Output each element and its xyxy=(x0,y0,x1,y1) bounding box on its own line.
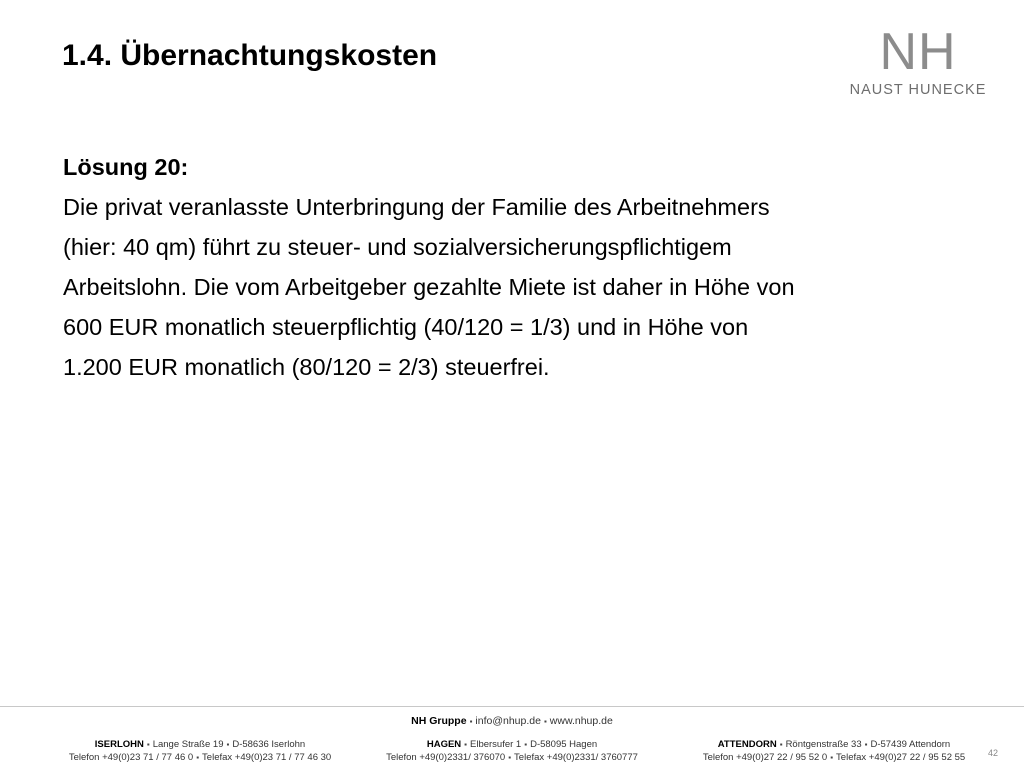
office-city: ISERLOHN xyxy=(94,739,144,750)
office-attendorn xyxy=(686,738,982,764)
office-phone-line: Telefon +49(0)23 71 / 77 46 0 ▪ Telefax +49(0)23 71 / 77 46 30 xyxy=(68,752,332,763)
office-postal: D-57439 Attendorn xyxy=(870,739,951,750)
office-phone: Telefon +49(0)2331/ 376070 xyxy=(386,752,506,763)
office-phone-line: Telefon +49(0)27 22 / 95 52 0 ▪ Telefax +49(0)27 22 / 95 52 55 xyxy=(702,752,966,763)
office-street: Elbersufer 1 xyxy=(470,739,522,750)
office-postal: D-58095 Hagen xyxy=(530,739,598,750)
office-street: Lange Straße 19 xyxy=(152,739,224,750)
footer-separator: ▪ xyxy=(543,717,547,726)
office-hagen xyxy=(364,738,660,764)
office-iserlohn xyxy=(52,738,348,764)
solution-line: Die privat veranlasste Unterbringung der Familie des Arbeitnehmers xyxy=(63,194,770,220)
office-fax: Telefax +49(0)27 22 / 95 52 55 xyxy=(836,752,966,763)
footer-company: NH Gruppe xyxy=(411,715,467,727)
footer-website[interactable]: www.nhup.de xyxy=(549,715,613,727)
office-phone: Telefon +49(0)23 71 / 77 46 0 xyxy=(68,752,194,763)
solution-line: 600 EUR monatlich steuerpflichtig (40/120 = 1/3) und in Höhe von xyxy=(63,314,749,340)
logo-name: NAUST HUNECKE xyxy=(849,82,987,98)
office-phone-line: Telefon +49(0)2331/ 376070 ▪ Telefax +49(0)2331/ 3760777 xyxy=(386,752,638,763)
office-fax: Telefax +49(0)23 71 / 77 46 30 xyxy=(202,752,332,763)
office-street: Röntgenstraße 33 xyxy=(785,739,862,750)
office-phone: Telefon +49(0)27 22 / 95 52 0 xyxy=(702,752,828,763)
office-address-line: ATTENDORN ▪ Röntgenstraße 33 ▪ D-57439 Attendorn xyxy=(717,739,951,750)
logo-mark: NH xyxy=(879,23,957,81)
footer-email[interactable]: info@nhup.de xyxy=(475,715,541,727)
slide-title: 1.4. Übernachtungskosten xyxy=(62,39,438,72)
office-address-line: ISERLOHN ▪ Lange Straße 19 ▪ D-58636 Iserlohn xyxy=(94,739,306,750)
solution-line: 1.200 EUR monatlich (80/120 = 2/3) steuerfrei. xyxy=(63,354,550,380)
solution-heading: Lösung 20: xyxy=(63,154,189,180)
company-logo xyxy=(836,22,1000,100)
footer-divider xyxy=(0,706,1024,707)
footer-contact xyxy=(0,714,1024,729)
footer-separator: ▪ xyxy=(469,717,473,726)
solution-line: (hier: 40 qm) führt zu steuer- und sozialversicherungspflichtigem xyxy=(63,234,732,260)
office-postal: D-58636 Iserlohn xyxy=(232,739,306,750)
page-number: 42 xyxy=(988,748,999,758)
office-city: ATTENDORN xyxy=(717,739,777,750)
solution-line: Arbeitslohn. Die vom Arbeitgeber gezahlte Miete ist daher in Höhe von xyxy=(63,274,795,300)
office-address-line: HAGEN ▪ Elbersufer 1 ▪ D-58095 Hagen xyxy=(426,739,598,750)
office-fax: Telefax +49(0)2331/ 3760777 xyxy=(514,752,638,763)
office-city: HAGEN xyxy=(426,739,462,750)
slide-content xyxy=(63,147,983,387)
